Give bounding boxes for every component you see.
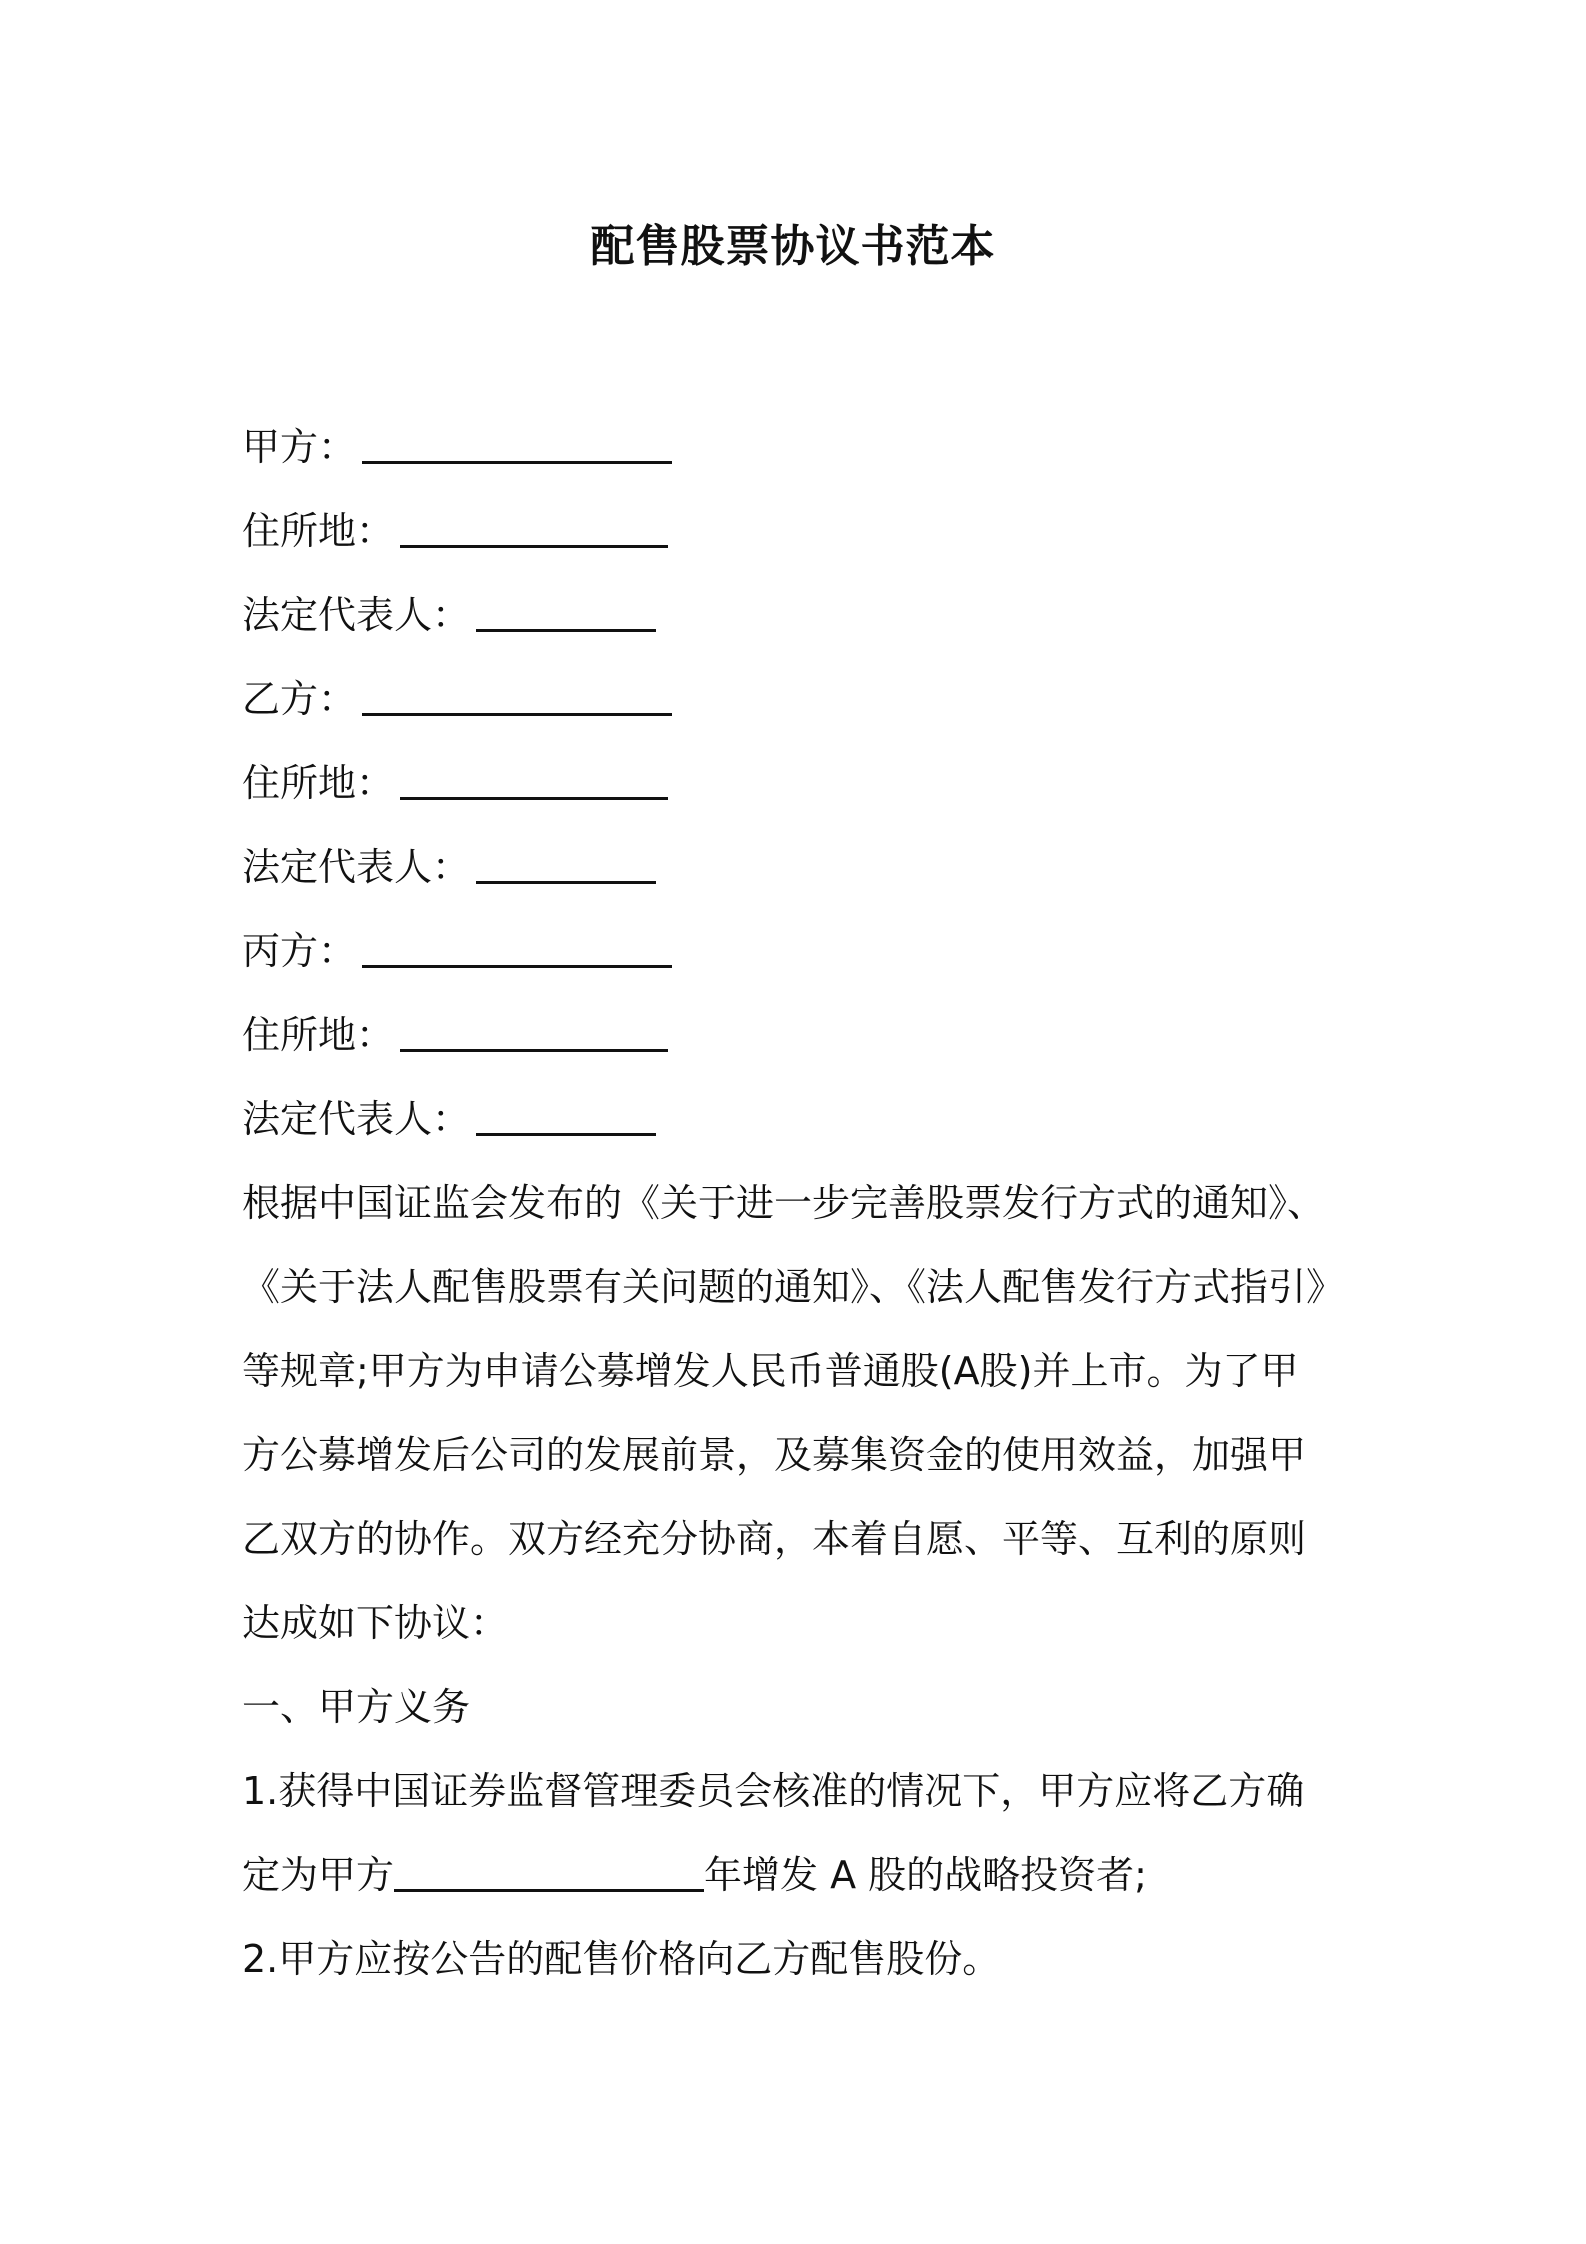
clause-1 — [242, 1749, 1372, 1917]
party-c-address-blank — [400, 1009, 668, 1052]
party-b-rep-label: 法定代表人： — [242, 845, 471, 889]
party-a-rep-blank — [476, 589, 656, 632]
party-a-blank — [362, 421, 672, 464]
party-b-rep-row — [242, 825, 1362, 909]
party-a-row — [242, 405, 1362, 489]
document-body — [242, 405, 1362, 2001]
party-c-rep-label: 法定代表人： — [242, 1097, 471, 1141]
clause-1-line-2 — [242, 1833, 1372, 1917]
party-a-address-row — [242, 489, 1362, 573]
clause-2: 2.甲方应按公告的配售价格向乙方配售股份。 — [242, 1937, 1001, 1981]
party-a-rep-row — [242, 573, 1362, 657]
preamble-line: 《关于法人配售股票有关问题的通知》、《法人配售发行方式指引》 — [242, 1265, 1345, 1309]
party-c-label: 丙方： — [242, 929, 357, 973]
party-c-rep-blank — [476, 1093, 656, 1136]
preamble-line: 达成如下协议： — [242, 1601, 509, 1645]
preamble-line: 方公募增发后公司的发展前景，及募集资金的使用效益，加强甲 — [242, 1433, 1307, 1477]
party-b-row — [242, 657, 1362, 741]
party-b-label: 乙方： — [242, 677, 357, 721]
party-c-address-row — [242, 993, 1362, 1077]
party-b-blank — [362, 673, 672, 716]
party-c-row — [242, 909, 1362, 993]
party-b-rep-blank — [476, 841, 656, 884]
party-b-address-label: 住所地： — [242, 761, 395, 805]
clause-1-year-blank — [394, 1849, 704, 1892]
party-c-blank — [362, 925, 672, 968]
party-b-address-blank — [400, 757, 668, 800]
clause-1-line-1: 1.获得中国证券监督管理委员会核准的情况下，甲方应将乙方确 — [242, 1769, 1305, 1813]
document-title: 配售股票协议书范本 — [590, 221, 996, 272]
preamble-line: 乙双方的协作。双方经充分协商，本着自愿、平等、互利的原则 — [242, 1517, 1307, 1561]
section-heading: 一、甲方义务 — [242, 1685, 471, 1729]
preamble-line: 根据中国证监会发布的《关于进一步完善股票发行方式的通知》、 — [242, 1181, 1326, 1225]
clause-1-prefix: 定为甲方 — [242, 1853, 395, 1897]
preamble-paragraph — [242, 1161, 1372, 1665]
party-c-address-label: 住所地： — [242, 1013, 395, 1057]
party-a-label: 甲方： — [242, 425, 357, 469]
preamble-line: 等规章;甲方为申请公募增发人民币普通股(A股)并上市。为了甲 — [242, 1349, 1299, 1393]
party-a-rep-label: 法定代表人： — [242, 593, 471, 637]
party-a-address-label: 住所地： — [242, 509, 395, 553]
party-c-rep-row — [242, 1077, 1362, 1161]
clause-1-suffix: 年增发 A 股的战略投资者; — [704, 1853, 1147, 1897]
party-a-address-blank — [400, 505, 668, 548]
party-b-address-row — [242, 741, 1362, 825]
